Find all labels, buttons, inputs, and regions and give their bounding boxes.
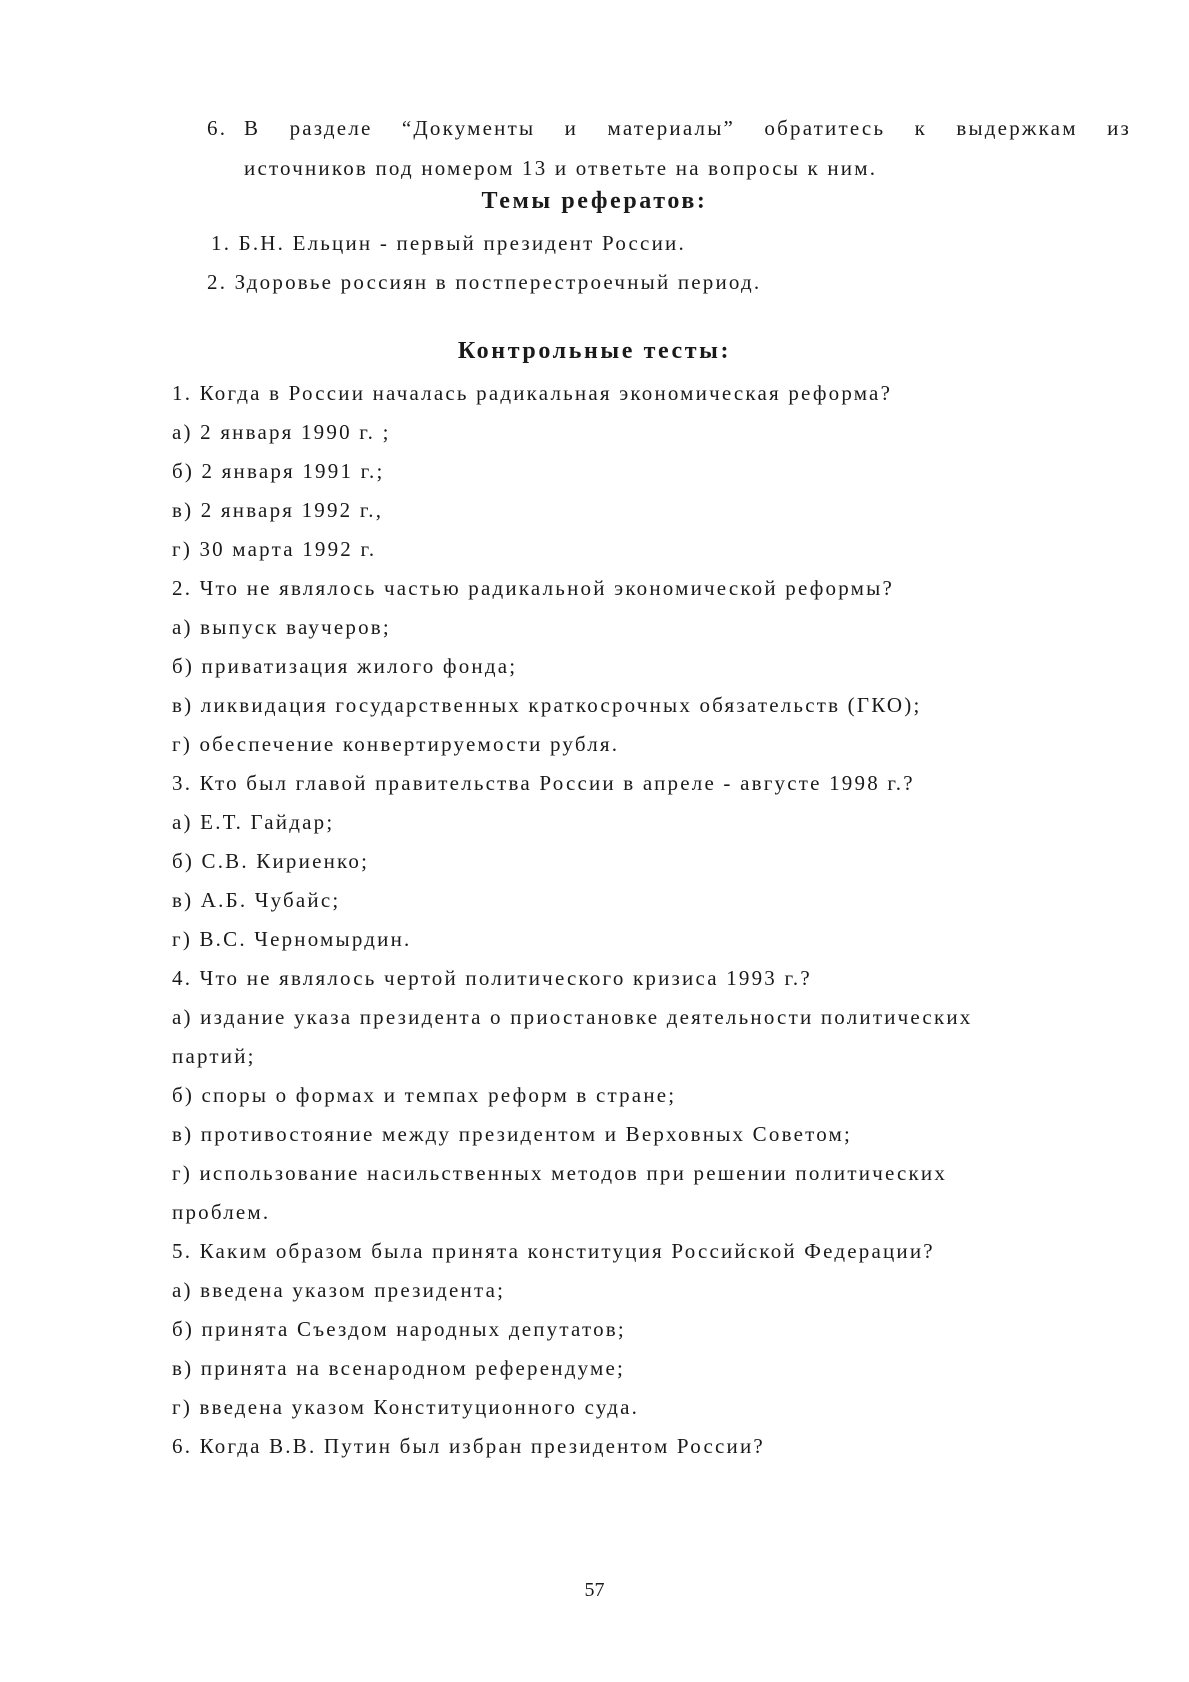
test-line: а) введена указом президента; — [172, 1278, 506, 1302]
task-6-line-2: источников под номером 13 и ответьте на вопросы к ним. — [244, 156, 878, 180]
page-number: 57 — [584, 1579, 605, 1601]
test-line: 3. Кто был главой правительства России в апреле - августе 1998 г.? — [172, 771, 915, 795]
test-line: в) ликвидация государственных краткосрочных обязательств (ГКО); — [172, 693, 922, 717]
test-line: 4. Что не являлось чертой политического кризиса 1993 г.? — [172, 966, 812, 990]
test-line: б) принята Съездом народных депутатов; — [172, 1317, 626, 1341]
test-line: проблем. — [172, 1200, 271, 1224]
test-line: б) С.В. Кириенко; — [172, 849, 370, 873]
test-line: б) 2 января 1991 г.; — [172, 459, 385, 483]
test-line: в) противостояние между президентом и Верховных Советом; — [172, 1122, 853, 1146]
test-line: г) использование насильственных методов при решении политических — [172, 1161, 948, 1185]
test-line: партий; — [172, 1044, 256, 1068]
test-line: 2. Что не являлось частью радикальной экономической реформы? — [172, 576, 894, 600]
test-line: г) 30 марта 1992 г. — [172, 537, 377, 561]
test-line: б) споры о формах и темпах реформ в стране; — [172, 1083, 677, 1107]
task-6-line-1: В разделе “Документы и материалы” обратитесь к выдержкам из — [244, 116, 1131, 140]
test-line: г) обеспечение конвертируемости рубля. — [172, 732, 620, 756]
test-line: б) приватизация жилого фонда; — [172, 654, 518, 678]
test-line: а) выпуск ваучеров; — [172, 615, 391, 639]
test-line: г) введена указом Конституционного суда. — [172, 1395, 640, 1419]
essays-heading: Темы рефератов: — [481, 188, 708, 214]
test-line: в) 2 января 1992 г., — [172, 498, 384, 522]
tests-heading: Контрольные тесты: — [457, 338, 732, 364]
test-line: в) А.Б. Чубайс; — [172, 888, 341, 912]
test-line: а) 2 января 1990 г. ; — [172, 420, 391, 444]
essay-topic-2: 2. Здоровье россиян в постперестроечный период. — [207, 270, 762, 294]
test-line: г) В.С. Черномырдин. — [172, 927, 412, 951]
test-line: 6. Когда В.В. Путин был избран президентом России? — [172, 1434, 765, 1458]
task-6-number: 6. — [207, 116, 228, 140]
test-line: 1. Когда в России началась радикальная экономическая реформа? — [172, 381, 893, 405]
essay-topic-1: 1. Б.Н. Ельцин - первый президент России. — [211, 231, 686, 255]
test-line: в) принята на всенародном референдуме; — [172, 1356, 626, 1380]
test-line: а) издание указа президента о приостановке деятельности политических — [172, 1005, 973, 1029]
test-line: а) Е.Т. Гайдар; — [172, 810, 335, 834]
test-line: 5. Каким образом была принята конституция Российской Федерации? — [172, 1239, 935, 1263]
